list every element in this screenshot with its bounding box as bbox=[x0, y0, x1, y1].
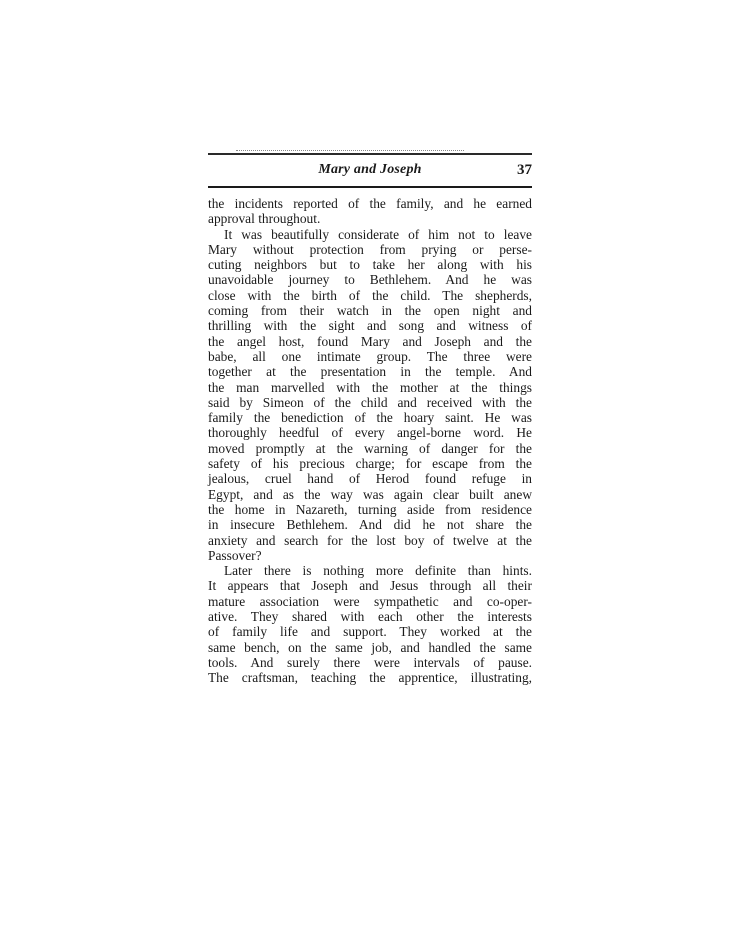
top-rule bbox=[208, 153, 532, 155]
text-line: mature association were sympathetic and co-oper- bbox=[208, 593, 532, 609]
text-line: in insecure Bethlehem. And did he not share the bbox=[208, 517, 532, 533]
text-line: safety of his precious charge; for escape from the bbox=[208, 456, 532, 472]
text-line: of family life and support. They worked at the bbox=[208, 624, 532, 640]
text-line: The craftsman, teaching the apprentice, illustrating, bbox=[208, 670, 532, 686]
text-line: cuting neighbors but to take her along with his bbox=[208, 257, 532, 273]
text-line: Passover? bbox=[208, 547, 262, 563]
page-number: 37 bbox=[517, 162, 532, 178]
text-line: thoroughly heedful of every angel-borne word. He bbox=[208, 425, 532, 441]
text-line: anxiety and search for the lost boy of twelve at the bbox=[208, 532, 532, 548]
text-line: said by Simeon of the child and received with the bbox=[208, 394, 532, 410]
text-line: unavoidable journey to Bethlehem. And he was bbox=[208, 272, 532, 288]
text-line: ative. They shared with each other the interests bbox=[208, 609, 532, 625]
header-rule bbox=[208, 186, 532, 188]
running-title: Mary and Joseph bbox=[318, 162, 422, 177]
text-line: the incidents reported of the family, and he earned bbox=[208, 196, 532, 211]
running-head bbox=[208, 160, 532, 182]
text-line: It appears that Joseph and Jesus through all their bbox=[208, 578, 532, 594]
text-line: close with the birth of the child. The shepherds, bbox=[208, 287, 532, 303]
text-line: the angel host, found Mary and Joseph and the bbox=[208, 333, 532, 349]
text-line: Mary without protection from prying or perse- bbox=[208, 241, 532, 257]
text-line: coming from their watch in the open night and bbox=[208, 303, 532, 319]
text-line: the man marvelled with the mother at the things bbox=[208, 379, 532, 395]
text-line: together at the presentation in the temple. And bbox=[208, 364, 532, 380]
text-line: family the benediction of the hoary saint. He was bbox=[208, 410, 532, 426]
text-line: tools. And surely there were intervals of pause. bbox=[208, 654, 532, 670]
text-line: Later there is nothing more definite than hints. bbox=[224, 563, 532, 579]
text-line: moved promptly at the warning of danger for the bbox=[208, 440, 532, 456]
text-line: jealous, cruel hand of Herod found refuge in bbox=[208, 471, 532, 487]
text-line: approval throughout. bbox=[208, 211, 321, 227]
body-text bbox=[208, 196, 532, 686]
text-line: the home in Nazareth, turning aside from residence bbox=[208, 501, 532, 517]
text-line: It was beautifully considerate of him not to leave bbox=[224, 226, 532, 242]
text-line: thrilling with the sight and song and witness of bbox=[208, 318, 532, 334]
text-line: Egypt, and as the way was again clear built anew bbox=[208, 486, 532, 502]
text-line: babe, all one intimate group. The three were bbox=[208, 348, 532, 364]
text-line: same bench, on the same job, and handled the same bbox=[208, 639, 532, 655]
